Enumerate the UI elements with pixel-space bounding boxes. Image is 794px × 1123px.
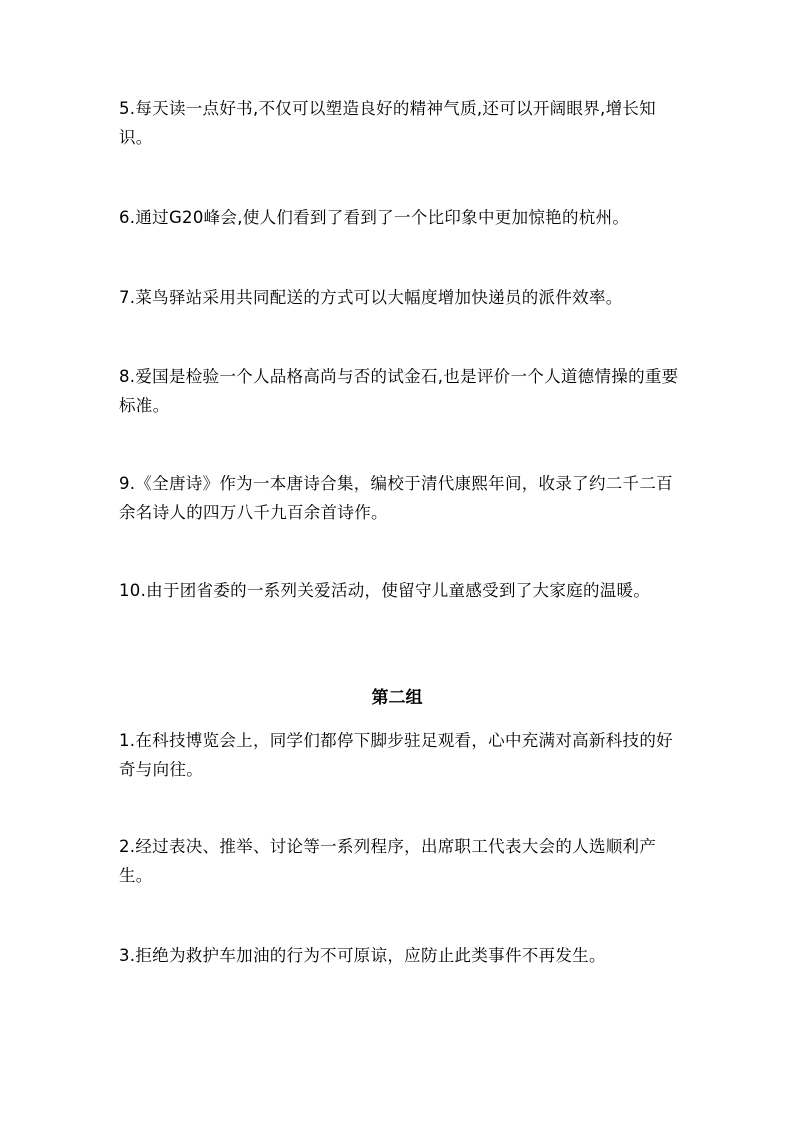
group-2-sentence-item-3: 3.拒绝为救护车加油的行为不可原谅，应防止此类事件不再发生。: [119, 946, 606, 965]
sentence-item-9: 9.《全唐诗》作为一本唐诗合集，编校于清代康熙年间，收录了约二千二百余名诗人的四万八千九百余首诗作。: [119, 474, 673, 522]
group-2-sentence-item-2: 2.经过表决、推举、讨论等一系列程序，出席职工代表大会的人选顺利产生。: [119, 837, 657, 885]
group-2-sentence-item-1: 1.在科技博览会上，同学们都停下脚步驻足观看，心中充满对高新科技的好奇与向往。: [119, 731, 673, 779]
sentence-item-6: 6.通过G20峰会,使人们看到了看到了一个比印象中更加惊艳的杭州。: [119, 208, 630, 227]
group-2-heading: 第二组: [371, 688, 423, 708]
sentence-item-8: 8.爱国是检验一个人品格高尚与否的试金石,也是评价一个人道德情操的重要标准。: [119, 367, 679, 415]
sentence-item-10: 10.由于团省委的一系列关爱活动，使留守儿童感受到了大家庭的温暖。: [119, 581, 651, 600]
sentence-item-7: 7.菜鸟驿站采用共同配送的方式可以大幅度增加快递员的派件效率。: [119, 288, 623, 307]
sentence-item-5: 5.每天读一点好书,不仅可以塑造良好的精神气质,还可以开阔眼界,增长知识。: [119, 99, 656, 147]
